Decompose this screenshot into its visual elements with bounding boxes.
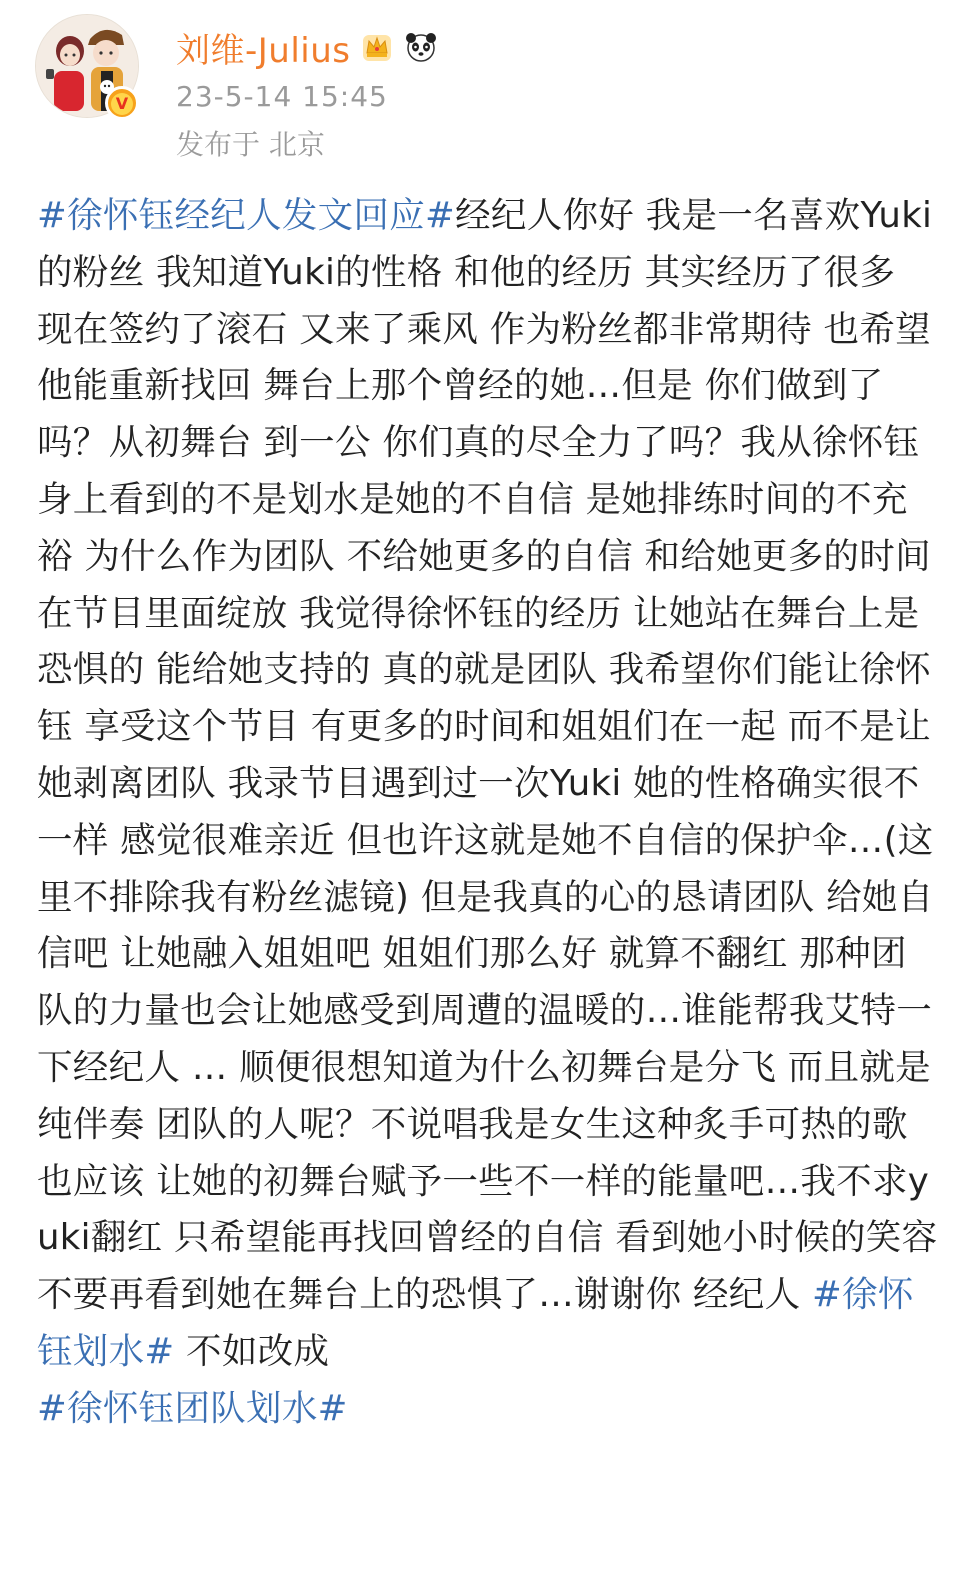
panda-icon [403,29,439,65]
post-text: 经纪人你好 我是一名喜欢Yuki的粉丝 我知道Yuki的性格 和他的经历 其实经历了很多 现在签约了滚石 又来了乘风 作为粉丝都非常期待 也希望他能重新找回 舞台上那个曾经的她…但是 你们做到了吗？从初舞台 到一公 你们真的尽全力了吗？我从徐怀钰身上看到的不是划水是她的不自信 是她排练时间的不充裕 为什么作为团队 不给她更多的自信 和给她更多的时间在节目里面绽放 我觉得徐怀钰的经历 让她站在舞台上是恐惧的 能给她支持的 真的就是团队 我希望你们能让徐怀钰 享受这个节目 有更多的时间和姐姐们在一起 而不是让她剥离团队 我录节目遇到过一次Yuki 她的性格确实很不一样 感觉很难亲近 但也许这就是她不自信的保护伞…(这里不排除我有粉丝滤镜) 但是我真的心的恳请团队 给她自信吧 让她融入姐姐吧 姐姐们那么好 就算不翻红 那种团队的力量也会让她感受到周遭的温暖的…谁能帮我艾特一下经纪人 … 顺便很想知道为什么初舞台是分飞 而且就是纯伴奏 团队的人呢？不说唱我是女生这种炙手可热的歌 也应该 让她的初舞台赋予一些不一样的能量吧…我不求yuki翻红 只希望能再找回曾经的自信 看到她小时候的笑容 不要再看到她在舞台上的恐惧了…谢谢你 经纪人 [37,195,938,1316]
hashtag-link[interactable]: #徐怀钰经纪人发文回应# [37,195,456,236]
post-header [0,0,960,175]
crown-icon [359,29,395,65]
hashtag-link[interactable]: #徐怀钰划水# [37,1274,914,1372]
post-text-tail: 不如改成 [174,1330,330,1372]
post-location: 发布于 北京 [176,128,325,161]
post-body [37,188,939,1438]
verified-badge-icon [105,86,139,120]
hashtag-link[interactable]: #徐怀钰团队划水# [37,1387,348,1429]
verified-label: V [111,93,133,115]
post-timestamp: 23-5-14 15:45 [176,80,388,113]
username-row [176,24,439,70]
author-name[interactable]: 刘维-Julius [176,30,351,71]
